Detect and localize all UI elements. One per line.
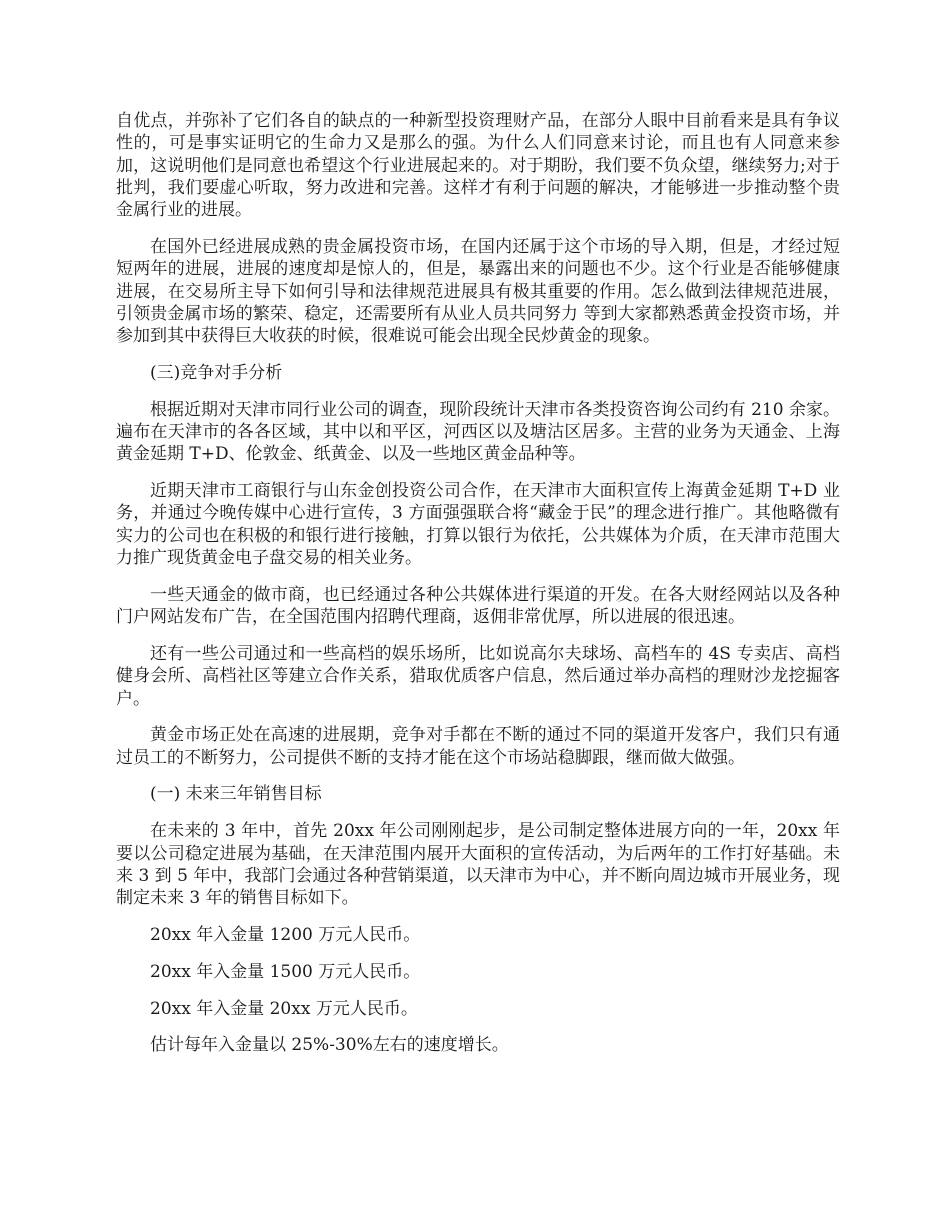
paragraph-three-year-plan: 在未来的 3 年中，首先 20xx 年公司刚刚起步，是公司制定整体进展方向的一年，20xx 年要以公司稳定进展为基础，在天津范围内展开大面积的宣传活动，为后两年的工作打好基础。未来 3 到 5 年中，我部门会通过各种营销渠道，以天津市为中心，并不断向周边城市开展业务，现制定未来 3 年的销售目标如下。 — [116, 821, 840, 909]
paragraph-bank-cooperation: 近期天津市工商银行与山东金创投资公司合作，在天津市大面积宣传上海黄金延期 T+D 业务，并通过今晚传媒中心进行宣传，3 方面强强联合将“藏金于民”的理念进行推广。其他略微有实力的公司也在积极的和银行进行接触，打算以银行为依托，公共媒体为介质，在天津市范围大力推广现货黄金电子盘交易的相关业务。 — [116, 481, 840, 569]
paragraph-market-development: 在国外已经进展成熟的贵金属投资市场，在国内还属于这个市场的导入期，但是，才经过短短两年的进展，进展的速度却是惊人的，但是，暴露出来的问题也不少。这个行业是否能够健康进展，在交易所主导下如何引导和法律规范进展具有极其重要的作用。怎么做到法律规范进展，引领贵金属市场的繁荣、稳定，还需要所有从业人员共同努力 等到大家都熟悉黄金投资市场，并参加到其中获得巨大收获的时候，很难说可能会出现全民炒黄金的现象。 — [116, 236, 840, 347]
growth-rate-estimate: 估计每年入金量以 25%-30%左右的速度增长。 — [150, 1035, 509, 1056]
paragraph-competition-summary: 黄金市场正处在高速的进展期，竞争对手都在不断的通过不同的渠道开发客户，我们只有通过员工的不断努力，公司提供不断的支持才能在这个市场站稳脚跟，继而做大做强。 — [116, 725, 840, 768]
paragraph-premium-venues: 还有一些公司通过和一些高档的娱乐场所，比如说高尔夫球场、高档车的 4S 专卖店、高档健身会所、高档社区等建立合作关系，猎取优质客户信息，然后通过举办高档的理财沙龙挖掘客户。 — [116, 643, 840, 709]
paragraph-survey: 根据近期对天津市同行业公司的调查，现阶段统计天津市各类投资咨询公司约有 210 余家。遍布在天津市的各各区域，其中以和平区，河西区以及塘沽区居多。主营的业务为天通金、上海黄金延期 T+D、伦敦金、纸黄金、以及一些地区黄金品种等。 — [116, 399, 840, 465]
section-heading-sales-targets: (一) 未来三年销售目标 — [150, 784, 322, 805]
sales-target-year-2: 20xx 年入金量 1500 万元人民币。 — [150, 961, 421, 982]
sales-target-year-3: 20xx 年入金量 20xx 万元人民币。 — [150, 998, 418, 1019]
section-heading-competitor-analysis: (三)竞争对手分析 — [150, 362, 283, 383]
paragraph-intro-continuation: 自优点，并弥补了它们各自的缺点的一种新型投资理财产品，在部分人眼中目前看来是具有争议性的，可是事实证明它的生命力又是那么的强。为什么人们同意来讨论，而且也有人同意来参加，这说明他们是同意也希望这个行业进展起来的。对于期盼，我们要不负众望，继续努力;对于批判，我们要虚心听取，努力改进和完善。这样才有利于问题的解决，才能够进一步推动整个贵金属行业的进展。 — [116, 111, 840, 221]
paragraph-market-makers: 一些天通金的做市商，也已经通过各种公共媒体进行渠道的开发。在各大财经网站以及各种门户网站发布广告，在全国范围内招聘代理商，返佣非常优厚，所以进展的很迅速。 — [116, 584, 840, 628]
sales-target-year-1: 20xx 年入金量 1200 万元人民币。 — [150, 924, 421, 945]
document-page — [116, 110, 840, 1071]
